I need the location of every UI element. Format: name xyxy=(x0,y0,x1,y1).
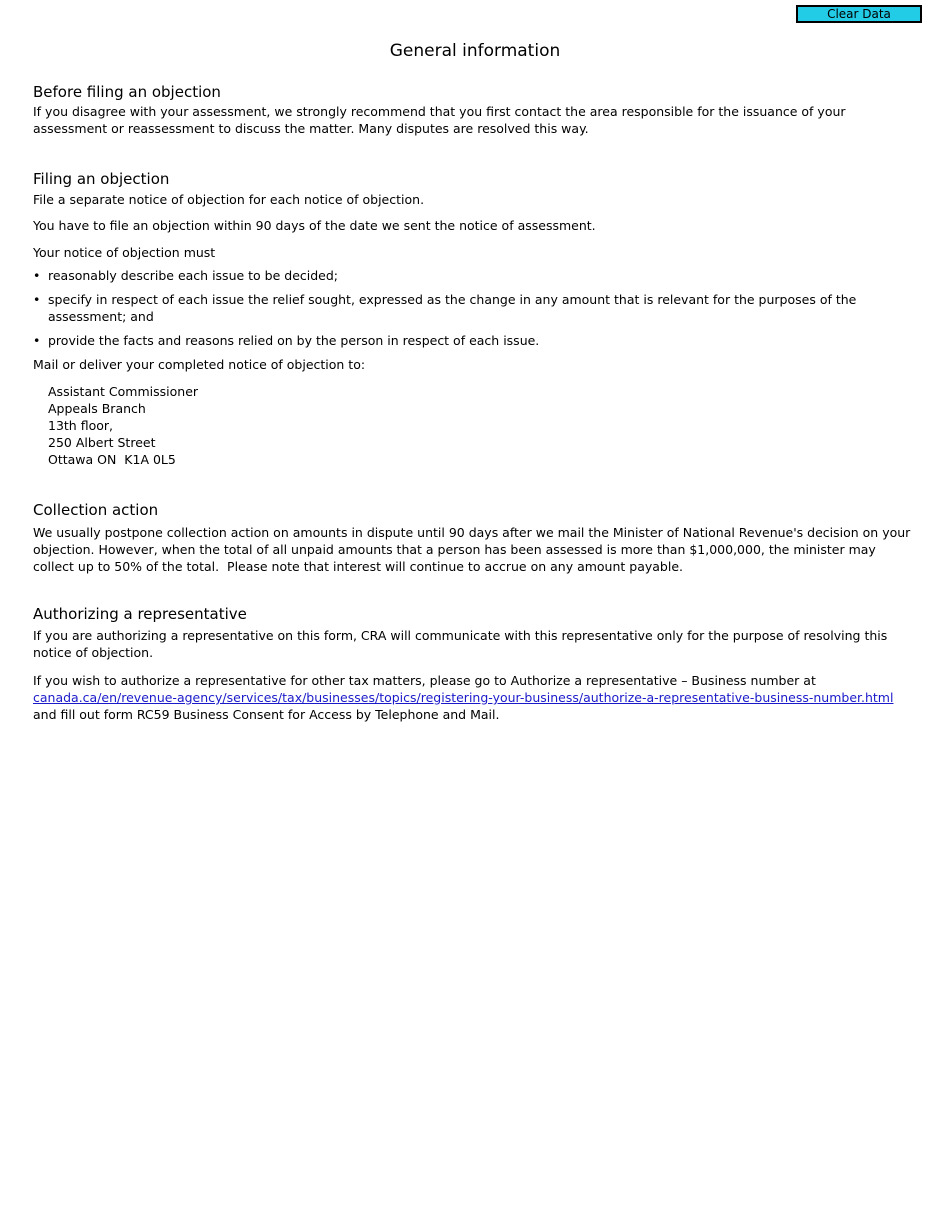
address-line: 250 Albert Street xyxy=(48,435,156,450)
content xyxy=(33,82,913,723)
filing-heading: Filing an objection xyxy=(33,170,170,188)
mailing-address xyxy=(48,383,913,468)
before-filing-heading: Before filing an objection xyxy=(33,83,221,101)
filing-text-deadline: You have to file an objection within 90 days of the date we sent the notice of assessment. xyxy=(33,218,596,233)
bullet-icon: • xyxy=(33,268,41,283)
list-item: • provide the facts and reasons relied on by the person in respect of each issue. xyxy=(33,333,540,348)
collection-heading: Collection action xyxy=(33,501,159,519)
clear-data-button[interactable]: Clear Data xyxy=(796,5,922,23)
mail-to-text: Mail or deliver your completed notice of objection to: xyxy=(33,357,366,372)
address-line: Assistant Commissioner xyxy=(48,384,199,399)
address-line: Ottawa ON K1A 0L5 xyxy=(48,452,176,467)
representative-heading: Authorizing a representative xyxy=(33,605,247,623)
address-line: Appeals Branch xyxy=(48,401,146,416)
representative-text: If you are authorizing a representative on this form, CRA will communicate with this representative only for the purpose of resolving this notice of objection. xyxy=(33,628,888,660)
other-matters-text: If you wish to authorize a representative for other tax matters, please go to Authorize a representative – Business number at canada.ca/en/revenue-agency/services/tax/businesses/topics/registering-your-business/authorize-a-representative-business-number.html and fill out form RC59 Business Consent for Access by Telephone and Mail. xyxy=(33,673,894,722)
bullet-icon: • xyxy=(33,333,41,348)
list-item: • specify in respect of each issue the relief sought, expressed as the change in any amount that is relevant for the purposes of the assessment; and xyxy=(33,292,857,324)
authorize-representative-link[interactable]: canada.ca/en/revenue-agency/services/tax/businesses/topics/registering-your-business/authorize-a-representative-business-number.html xyxy=(33,690,894,705)
collection-text: We usually postpone collection action on amounts in dispute until 90 days after we mail the Minister of National Revenue's decision on your objection. However, when the total of all unpaid amounts that a person has been assessed is more than $1,000,000, the minister may collect up to 50% of the total. Please note that interest will continue to accrue on any amount payable. xyxy=(33,525,915,574)
bullet-icon: • xyxy=(33,292,41,307)
address-line: 13th floor, xyxy=(48,418,113,433)
filing-text-must: Your notice of objection must xyxy=(33,245,216,260)
list-item: • reasonably describe each issue to be decided; xyxy=(33,268,339,283)
filing-text-separate: File a separate notice of objection for each notice of objection. xyxy=(33,192,425,207)
before-filing-text: If you disagree with your assessment, we strongly recommend that you first contact the area responsible for the issuance of your assessment or reassessment to discuss the matter. Many disputes are resolved this way. xyxy=(33,104,846,136)
page-title: General information xyxy=(389,41,561,61)
requirements-list xyxy=(33,267,913,349)
